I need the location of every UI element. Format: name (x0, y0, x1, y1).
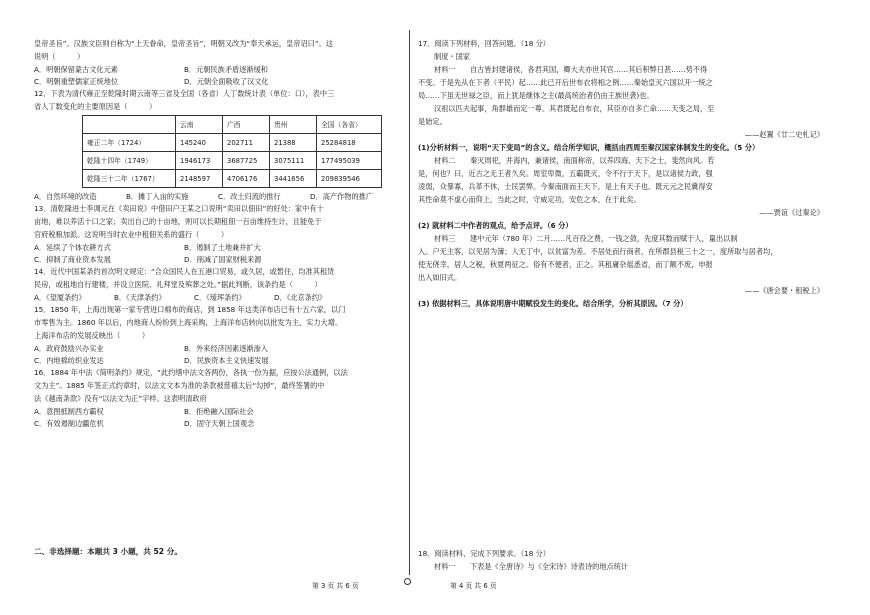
table-header-cell: 贵州 (270, 116, 317, 134)
option: D．《北京条约》 (274, 293, 327, 302)
table-cell: 3441656 (270, 170, 317, 188)
q13-stem: 13．清乾隆进士李调元在《卖田说》中借田户王某之口说明“卖田以佃田”的好处：家中有十 (34, 204, 324, 213)
option: A．《望厦条约》 (34, 293, 86, 302)
intro-line: 皇帝圣旨”。汉族文臣则自称为“上天眷命，皇帝圣旨”，明朝又改为“奉天承运，皇帝诏曰”。这 (34, 39, 333, 48)
q18-block (418, 548, 830, 574)
q15-stem: 市零售为主。1860 年以后，内地商人纷纷到上海采购，上海洋布店转向以批发为主，实力大增。 (34, 318, 343, 327)
table-cell: 2148597 (176, 170, 223, 188)
option: C．抑制了商业资本发展 (34, 255, 111, 264)
q16-options (34, 406, 402, 430)
column-divider (409, 30, 410, 575)
option: C．内地棉纺织业发达 (34, 356, 104, 365)
table-cell: 3687725 (223, 152, 270, 170)
right-column (418, 38, 830, 311)
q15-stem: 15．1850 年，上海出现第一家专营进口棉布的商店，到 1858 年这类洋布店已有十五六家，以门 (34, 305, 346, 314)
q13-stem: 亩地，难以养活十口之家；卖出自己的十亩地，则可以长期租佃一百亩维持生计，且能免于 (34, 217, 322, 226)
material-source: ——赵翼《廿二史札记》 (744, 130, 824, 139)
material-line: 材料二 秦灭周祀，并海内，兼诸侯，南面称帝，以养四海，天下之士，斐然向风。若 (434, 156, 715, 165)
q12-stem: 12．下表为清代雍正至乾隆时期云南等三省及全国（各省）人丁数统计表（单位：口），表中三 (34, 89, 335, 98)
q18-heading: 18．阅读材料，完成下列要求。（18 分） (418, 549, 550, 558)
option: A．延续了个体农耕方式 (34, 243, 111, 252)
table-cell: 202711 (223, 134, 270, 152)
table-cell: 雍正二年（1724） (83, 134, 176, 152)
option: A．意图抵制西方霸权 (34, 407, 104, 416)
material-source: ——贾谊《过秦论》 (759, 208, 824, 217)
q14-stem: 民房，或租地自行建楼，并设立医院、礼拜堂及殡葬之处。”据此判断，该条约是（ ） (34, 280, 322, 289)
material-source: ——《唐会要・租税上》 (744, 286, 824, 295)
page-footer-right: 第 4 页 共 6 页 (450, 582, 497, 590)
table-cell: 209839546 (317, 170, 382, 188)
q13-options (34, 242, 402, 266)
q16-stem: 16．1884 年中法《简明条约》规定，“此约缮中法文各两份，各执一份为据，应按公法通例，以法 (34, 368, 348, 377)
q16-stem: 法《越南条款》没有“以法文为正”字样。这表明清政府 (34, 394, 207, 403)
left-column (34, 38, 402, 430)
table-cell: 3075111 (270, 152, 317, 170)
section-heading: 二、非选择题：本题共 3 小题，共 52 分。 (34, 547, 182, 556)
option: C．明朝重塑儒家正统地位 (34, 77, 119, 86)
sub-question: (2) 就材料二中作者的观点，给予点评。（6 分） (418, 221, 573, 230)
material-line: 其性命莫不虚心而仰上，当此之时，守威定功，安危之本，在于此矣。 (418, 195, 641, 204)
table-cell: 145240 (176, 134, 223, 152)
table-header-cell: 全国（各省） (317, 116, 382, 134)
topic-label: 制度・国家 (434, 52, 470, 61)
table-cell: 1946173 (176, 152, 223, 170)
option: B．拒绝融入国际社会 (184, 407, 254, 416)
table-cell: 4706176 (223, 170, 270, 188)
option: D．元朝全面吸收了汉文化 (184, 77, 269, 86)
material-line: 材料一 下表是《全唐诗》与《全宋诗》诗表诗的地点统计 (434, 562, 629, 571)
material-line: 材料三 建中元年（780 年）二月……凡百役之费，一钱之敛，先度其数而赋于人，量出以制 (434, 234, 738, 243)
option: A．明朝保留蒙古文化元素 (34, 65, 118, 74)
material-line: 使无侥幸。居人之税，秋夏两征之。俗有不便者，正之。其租庸杂徭悉省，而丁额不废，申报 (418, 260, 713, 269)
option: B．《天津条约》 (114, 293, 166, 302)
q16-stem: 文为主”。1885 年签正式约章时，以法文文本为准的条款被慈禧太后“勾掉”，最终签署的中 (34, 381, 325, 390)
q12-stem: 省人丁数变化的主要原因是（ ） (34, 102, 157, 111)
material-line: 不变。于是先从在下者（平民）起……此已开后世布衣将相之例……秦始皇灭六国以开一统之 (418, 78, 713, 87)
table-cell: 177495039 (317, 152, 382, 170)
q12-options (34, 191, 402, 203)
sub-question: (1)分析材料一，说明“天下变局”的含义。结合所学知识，概括由西周至秦汉国家体制发生的变化。（5 分） (418, 143, 760, 152)
q15-options (34, 343, 402, 367)
table-row (83, 170, 382, 188)
q15-stem: 上海洋布店的发展反映出（ ） (34, 331, 150, 340)
material-line: 是，何也？曰，近古之无王者久矣。周室卑微，五霸既灭，令不行于天下，是以诸侯力政，强 (418, 169, 713, 178)
table-row (83, 152, 382, 170)
table-cell: 25284818 (317, 134, 382, 152)
material-line: 汉祖以匹夫起事，角群雄而定一尊。其君既起自布衣，其臣亦自多亡命……天变之局，至 (434, 104, 715, 113)
sub-question: (3) 依据材料三，具体说明唐中期赋役发生的变化。结合所学，分析其原因。（7 分） (418, 299, 688, 308)
option: D．民族资本主义快速发展 (184, 356, 269, 365)
circle-icon (404, 578, 411, 585)
q17-heading: 17．阅读下列材料，回答问题。（18 分） (418, 39, 550, 48)
option: B．摊丁入亩的实施 (126, 192, 189, 201)
option: C．改土归流的推行 (218, 192, 281, 201)
option: A．政府鼓励兴办实业 (34, 344, 104, 353)
intro-line: 说明（ ） (34, 52, 85, 61)
option: C．有效遏制边疆危机 (34, 419, 104, 428)
option: A．自然环境的改造 (34, 192, 97, 201)
q14-stem: 14．近代中国某条约首次明文规定：“合众国民人在五港口贸易，或久居，或暂住，均准其租赁 (34, 267, 335, 276)
table-header-row (83, 116, 382, 134)
q13-stem: 官府税粮加派。这说明当时农业中租佃关系的盛行（ ） (34, 230, 229, 239)
table-header-cell: 广西 (223, 116, 270, 134)
option: B．遏制了土地兼并扩大 (184, 243, 261, 252)
table-header-cell: 云南 (176, 116, 223, 134)
population-table (82, 115, 382, 188)
table-cell: 21388 (270, 134, 317, 152)
q11-options (34, 64, 402, 88)
material-line: 出入如旧式。 (418, 273, 462, 282)
material-line: 凌弱，众暴寡，兵革不休，士民罢弊。今秦南面而王天下，是上有天子也。既元元之民冀得安 (418, 182, 713, 191)
option: B．元朝民族矛盾逐渐缓和 (184, 65, 268, 74)
table-cell: 乾隆三十二年（1767） (83, 170, 176, 188)
option: D．高产作物的推广 (310, 192, 374, 201)
option: D．削减了国家财税来源 (184, 255, 262, 264)
option: D．固守天朝上国观念 (184, 419, 255, 428)
page-footer-left: 第 3 页 共 6 页 (312, 582, 359, 590)
table-row (83, 134, 382, 152)
option: C．《瑷珲条约》 (194, 293, 246, 302)
q14-options (34, 292, 402, 304)
table-cell: 乾隆十四年（1749） (83, 152, 176, 170)
material-line: 是始定。 (418, 117, 447, 126)
option: B．外来经济因素逐渐渗入 (184, 344, 268, 353)
material-line: 局……下虽无世禄之臣，而上犹是继体之主(最高统治者仍由王族世袭)也。 (418, 91, 654, 100)
table-header-cell (83, 116, 176, 134)
material-line: 入。户无主客，以见居为簿；人无丁中，以贫富为差。不居处而行商者，在所郡县税三十之一，度所取与居者均， (418, 247, 778, 256)
material-line: 材料一 自古皆封建诸侯，各君其国，卿大夫亦世其官……其后积弊日甚……势不得 (434, 65, 708, 74)
